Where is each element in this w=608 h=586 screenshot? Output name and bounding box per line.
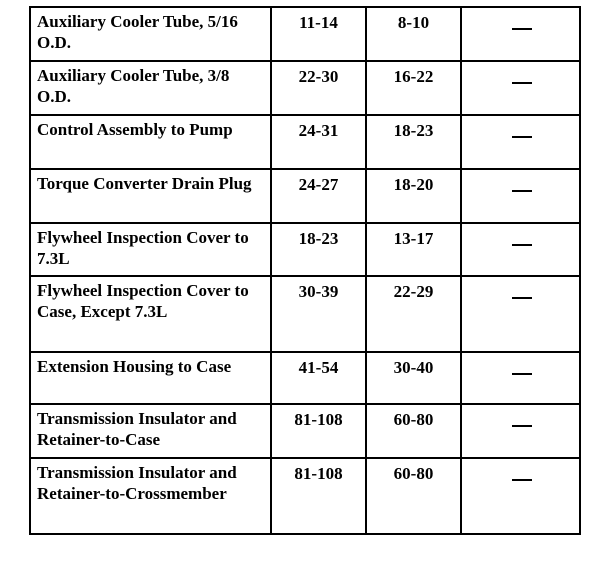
table-row — [30, 169, 580, 223]
not-applicable-dash — [512, 297, 532, 299]
table-row — [30, 115, 580, 169]
row-lbft-value: 16-22 — [366, 61, 461, 115]
row-lbin-cell — [461, 115, 580, 169]
not-applicable-dash — [512, 28, 532, 30]
not-applicable-dash — [512, 479, 532, 481]
row-lbft-value: 18-20 — [366, 169, 461, 223]
not-applicable-dash — [512, 425, 532, 427]
row-description: Auxiliary Cooler Tube, 3/8 O.D. — [30, 61, 271, 115]
row-nm-value: 81-108 — [271, 458, 366, 534]
torque-spec-table — [29, 6, 581, 535]
row-nm-value: 81-108 — [271, 404, 366, 458]
table-row — [30, 404, 580, 458]
row-lbft-value: 60-80 — [366, 404, 461, 458]
row-lbft-value: 22-29 — [366, 276, 461, 352]
row-lbft-value: 18-23 — [366, 115, 461, 169]
table-row — [30, 7, 580, 61]
row-lbin-cell — [461, 61, 580, 115]
row-description: Auxiliary Cooler Tube, 5/16 O.D. — [30, 7, 271, 61]
row-lbft-value: 60-80 — [366, 458, 461, 534]
row-lbft-value: 30-40 — [366, 352, 461, 404]
row-lbin-cell — [461, 352, 580, 404]
table-row — [30, 352, 580, 404]
row-lbin-cell — [461, 458, 580, 534]
row-nm-value: 41-54 — [271, 352, 366, 404]
row-description: Transmission Insulator and Retainer-to-Crossmember — [30, 458, 271, 534]
row-lbft-value: 13-17 — [366, 223, 461, 276]
not-applicable-dash — [512, 82, 532, 84]
row-nm-value: 18-23 — [271, 223, 366, 276]
row-lbin-cell — [461, 223, 580, 276]
row-description: Control Assembly to Pump — [30, 115, 271, 169]
table-row — [30, 223, 580, 276]
row-nm-value: 22-30 — [271, 61, 366, 115]
not-applicable-dash — [512, 373, 532, 375]
row-nm-value: 24-27 — [271, 169, 366, 223]
row-lbin-cell — [461, 404, 580, 458]
row-lbin-cell — [461, 7, 580, 61]
row-nm-value: 11-14 — [271, 7, 366, 61]
row-lbin-cell — [461, 169, 580, 223]
not-applicable-dash — [512, 244, 532, 246]
table-row — [30, 276, 580, 352]
not-applicable-dash — [512, 190, 532, 192]
row-nm-value: 24-31 — [271, 115, 366, 169]
row-description: Flywheel Inspection Cover to 7.3L — [30, 223, 271, 276]
table-row — [30, 61, 580, 115]
row-lbin-cell — [461, 276, 580, 352]
row-description: Torque Converter Drain Plug — [30, 169, 271, 223]
table-row — [30, 458, 580, 534]
row-description: Transmission Insulator and Retainer-to-Case — [30, 404, 271, 458]
row-description: Extension Housing to Case — [30, 352, 271, 404]
not-applicable-dash — [512, 136, 532, 138]
row-nm-value: 30-39 — [271, 276, 366, 352]
row-description: Flywheel Inspection Cover to Case, Except 7.3L — [30, 276, 271, 352]
row-lbft-value: 8-10 — [366, 7, 461, 61]
